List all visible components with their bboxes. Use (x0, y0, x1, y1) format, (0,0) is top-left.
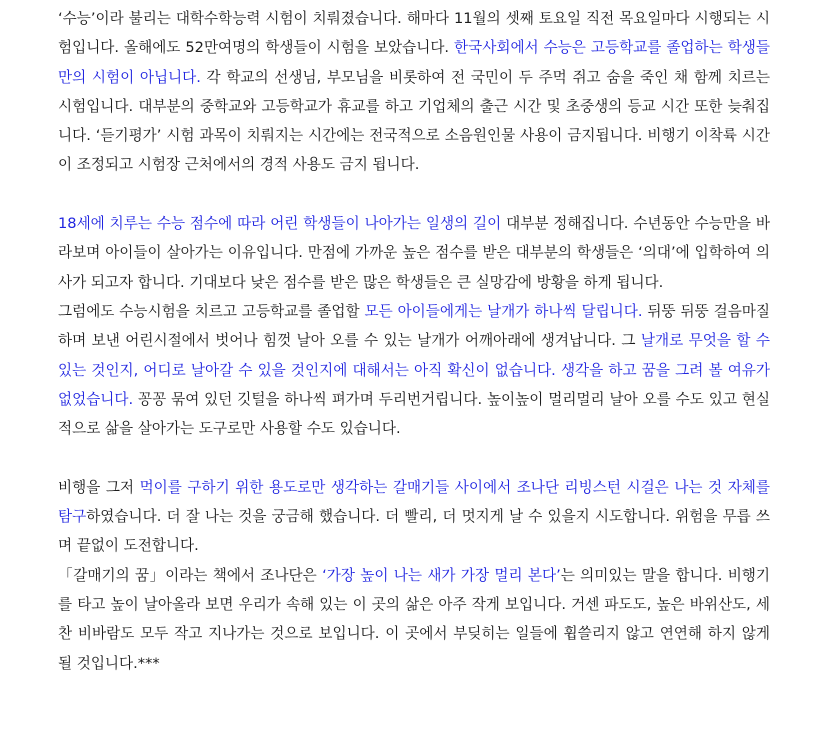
text-run: 그럼에도 수능시험을 치르고 고등학교를 졸업할 (58, 302, 365, 320)
highlighted-text-run: 모든 아이들에게는 날개가 하나씩 달립니다. (364, 302, 643, 320)
text-run: 는 의미있는 말을 합니다. 비행기를 타고 높이 날아올라 보면 우리가 속해 있는 이 곳의 삶은 아주 작게 보입니다. 거센 파도도, 높은 바위산도, 세찬 비바람도 모두 작고 지나가는 것으로 보입니다. 이 곳에서 부딪히는 일들에 휩쓸리지 않고 연연해 하지 않게 될 것입니다.*** (58, 566, 770, 672)
highlighted-text-run: 18세에 치루는 수능 점수에 따라 어린 학생들이 나아가는 일생의 길이 (58, 215, 502, 233)
text-run: 대부분 정해집니다. 수년동안 수능만을 바라보며 아이들이 살아가는 이유입니다. 만점에 가까운 높은 점수를 받은 대부분의 학생들은 ‘의대’에 입학하여 의사가 되고자 합니다. 기대보다 낮은 점수를 받은 많은 학생들은 큰 실망감에 방황을 하게 됩니다. (58, 215, 770, 291)
text-run: 각 학교의 선생님, 부모님을 비롯하여 전 국민이 두 주먹 쥐고 숨을 죽인 채 함께 치르는 시험입니다. 대부분의 중학교와 고등학교가 휴교를 하고 기업체의 출근 시간 및 초중생의 등교 시간 또한 늦춰집니다. ‘듣기평가’ 시험 과목이 치뤄지는 시간에는 전국적으로 소음원인물 사용이 금지됩니다. 비행기 이착륙 시간이 조정되고 시험장 근처에서의 경적 사용도 금지 됩니다. (58, 68, 770, 174)
highlighted-text-run: 날개로 무엇을 할 수 있는 것인지, 어디로 날아갈 수 있을 것인지에 대해서는 아직 확신이 없습니다. 생각을 하고 꿈을 그려 볼 여유가 없었습니다. (58, 332, 770, 408)
paragraph-jonathan-seagull (58, 473, 770, 561)
document-body (58, 4, 770, 678)
highlighted-text-run: 먹이를 구하기 위한 용도로만 생각하는 갈매기들 사이에서 조나단 리빙스턴 시걸은 나는 것 자체를 탐구 (58, 478, 770, 526)
text-run: 하였습니다. 더 잘 나는 것을 궁금해 했습니다. 더 빨리, 더 멋지게 날 수 있을지 시도합니다. 위험을 무릅 쓰며 끝없이 도전합니다. (58, 508, 770, 555)
text-run: 「갈매기의 꿈」이라는 책에서 조나단은 (58, 566, 323, 584)
highlighted-text-run: 한국사회에서 수능은 고등학교를 졸업하는 학생들만의 시험이 아닙니다. (58, 39, 770, 86)
text-run: 비행을 그저 (58, 478, 140, 496)
text-run: 꽁꽁 묶여 있던 깃털을 하나씩 펴가며 두리번거립니다. 높이높이 멀리멀리 날아 오를 수도 있고 현실적으로 삶을 살아가는 도구로만 사용할 수도 있습니다. (58, 390, 770, 438)
paragraph-spacer (58, 443, 770, 472)
paragraph-score-path (58, 209, 770, 297)
paragraph-wings (58, 297, 770, 443)
paragraph-seagull-dream (58, 561, 770, 678)
paragraph-suneung-intro (58, 4, 770, 180)
text-run: ‘수능’이라 불리는 대학수학능력 시험이 치뤄졌습니다. 해마다 11월의 셋째 토요일 직전 목요일마다 시행되는 시험입니다. 올해에도 52만여명의 학생들이 시험을 보았습니다. (58, 10, 770, 57)
text-run: 뒤뚱 뒤뚱 걸음마질 하며 보낸 어린시절에서 벗어나 힘껏 날아 오를 수 있는 날개가 어깨아래에 생겨납니다. 그 (58, 302, 770, 350)
highlighted-text-run: ‘가장 높이 나는 새가 가장 멀리 본다’ (322, 566, 561, 584)
paragraph-spacer (58, 180, 770, 209)
